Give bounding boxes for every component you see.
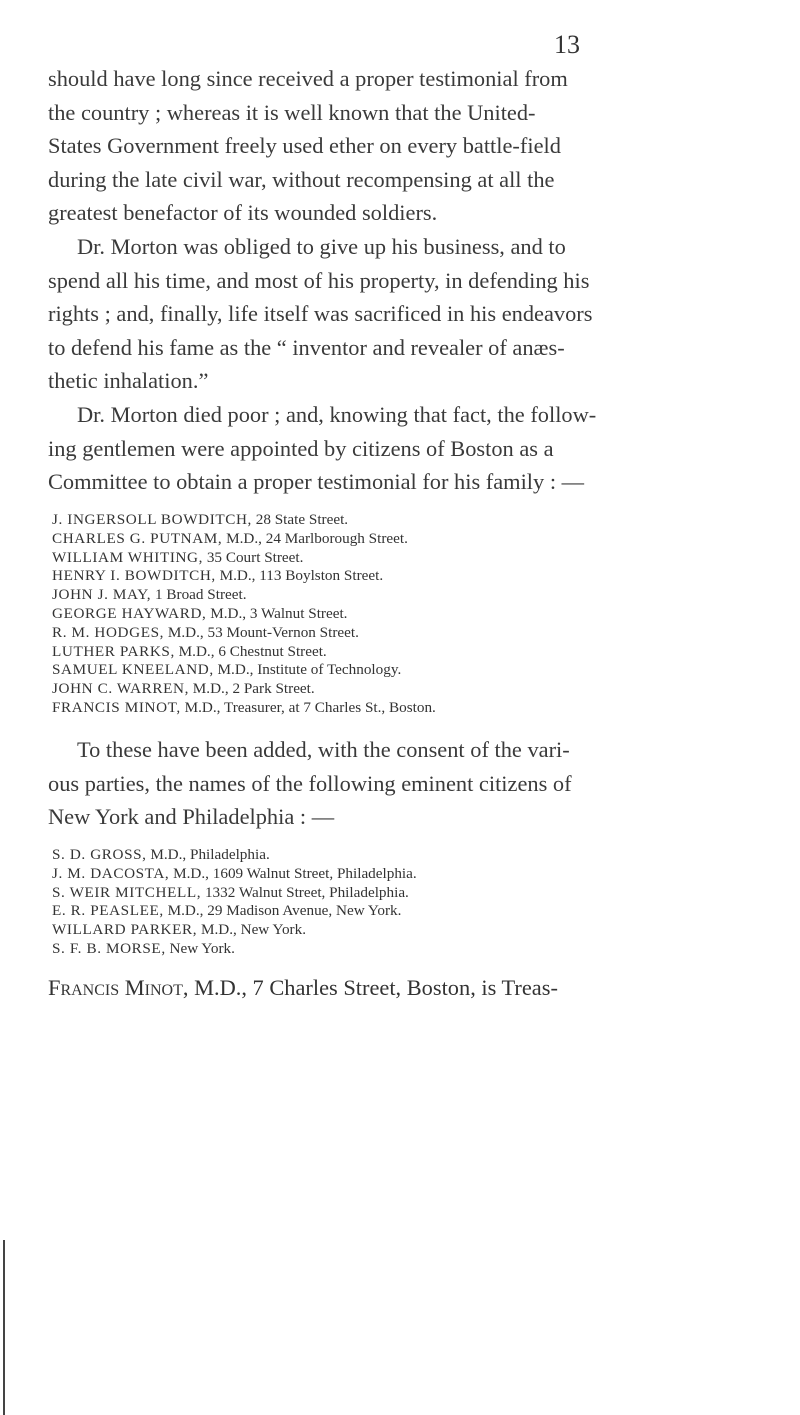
person-name: JOHN J. MAY,: [52, 586, 152, 604]
person-name: HENRY I. BOWDITCH,: [52, 567, 216, 585]
final-line: [48, 975, 558, 1001]
person-name: S. WEIR MITCHELL,: [52, 883, 202, 901]
boston-committee-list: [52, 511, 436, 718]
list-item: [52, 846, 417, 865]
person-detail: 1 Broad Street.: [155, 586, 247, 604]
list-item: [52, 940, 417, 959]
person-name: SAMUEL KNEELAND,: [52, 661, 214, 679]
person-detail: M.D., 2 Park Street.: [192, 680, 315, 698]
list-item: [52, 699, 436, 718]
person-detail: New York.: [169, 939, 235, 957]
paragraph-continuation: should have long since received a proper testimonial from the country ; whereas it is well known that the United- States Government freely used ether on every battle-field during the late civil war, without recompensing at all the greatest benefactor of its wounded soldiers.: [48, 66, 568, 226]
list-item: [52, 902, 417, 921]
person-detail: M.D., 113 Boylston Street.: [219, 567, 384, 585]
person-detail: M.D., 3 Walnut Street.: [210, 604, 348, 622]
person-name: S. F. B. MORSE,: [52, 939, 166, 957]
list-item: [52, 661, 436, 680]
person-detail: M.D., 6 Chestnut Street.: [178, 642, 327, 660]
list-item: [52, 605, 436, 624]
list-item: [52, 643, 436, 662]
paragraph-morton-obliged: Dr. Morton was obliged to give up his business, and to spend all his time, and most of his property, in defending his rights ; and, finally, life itself was sacrificed in his endeavors to defend his fame as the “ inventor and revealer of anæs- thetic inhalation.”: [48, 234, 593, 394]
added-citizens-list: [52, 846, 417, 959]
list-item: [52, 921, 417, 940]
paragraph-added-names: To these have been added, with the consent of the vari- ous parties, the names of the following eminent citizens of New York and Philadelphia : —: [48, 737, 572, 830]
person-detail: M.D., 53 Mount-Vernon Street.: [167, 623, 359, 641]
person-name: WILLARD PARKER,: [52, 921, 198, 939]
person-detail: M.D., New York.: [200, 921, 306, 939]
list-item: [52, 884, 417, 903]
person-name: R. M. HODGES,: [52, 623, 165, 641]
person-detail: 35 Court Street.: [206, 548, 304, 566]
margin-line: [3, 1240, 5, 1415]
person-detail: 1332 Walnut Street, Philadelphia.: [204, 883, 409, 901]
list-item: [52, 586, 436, 605]
person-name: J. INGERSOLL BOWDITCH,: [52, 511, 252, 528]
page-number: 13: [554, 30, 580, 59]
list-item: [52, 511, 436, 530]
person-name: FRANCIS MINOT,: [52, 698, 181, 716]
person-name: J. M. DACOSTA,: [52, 864, 170, 882]
person-detail: M.D., 24 Marlborough Street.: [226, 529, 408, 547]
list-item: [52, 530, 436, 549]
person-name: CHARLES G. PUTNAM,: [52, 529, 223, 547]
person-detail: M.D., 29 Madison Avenue, New York.: [167, 902, 402, 920]
person-detail: 28 State Street.: [255, 511, 349, 528]
list-item: [52, 567, 436, 586]
list-item: [52, 680, 436, 699]
person-name: WILLIAM WHITING,: [52, 548, 204, 566]
list-item: [52, 865, 417, 884]
person-name: E. R. PEASLEE,: [52, 902, 164, 920]
person-name: GEORGE HAYWARD,: [52, 604, 207, 622]
person-name: LUTHER PARKS,: [52, 642, 175, 660]
person-detail: M.D., Philadelphia.: [150, 846, 270, 863]
person-name: JOHN C. WARREN,: [52, 680, 189, 698]
paragraph-morton-died-poor: Dr. Morton died poor ; and, knowing that fact, the follow- ing gentlemen were appointed by citizens of Boston as a Committee to obtain a proper testimonial for his family : —: [48, 402, 597, 495]
person-detail: M.D., Treasurer, at 7 Charles St., Boston.: [184, 698, 436, 716]
final-line-name: Francis Minot,: [48, 975, 189, 1000]
final-line-rest: M.D., 7 Charles Street, Boston, is Treas-: [194, 975, 558, 1000]
person-detail: M.D., Institute of Technology.: [217, 661, 402, 679]
person-name: S. D. GROSS,: [52, 846, 147, 863]
person-detail: M.D., 1609 Walnut Street, Philadelphia.: [173, 864, 417, 882]
list-item: [52, 624, 436, 643]
list-item: [52, 549, 436, 568]
